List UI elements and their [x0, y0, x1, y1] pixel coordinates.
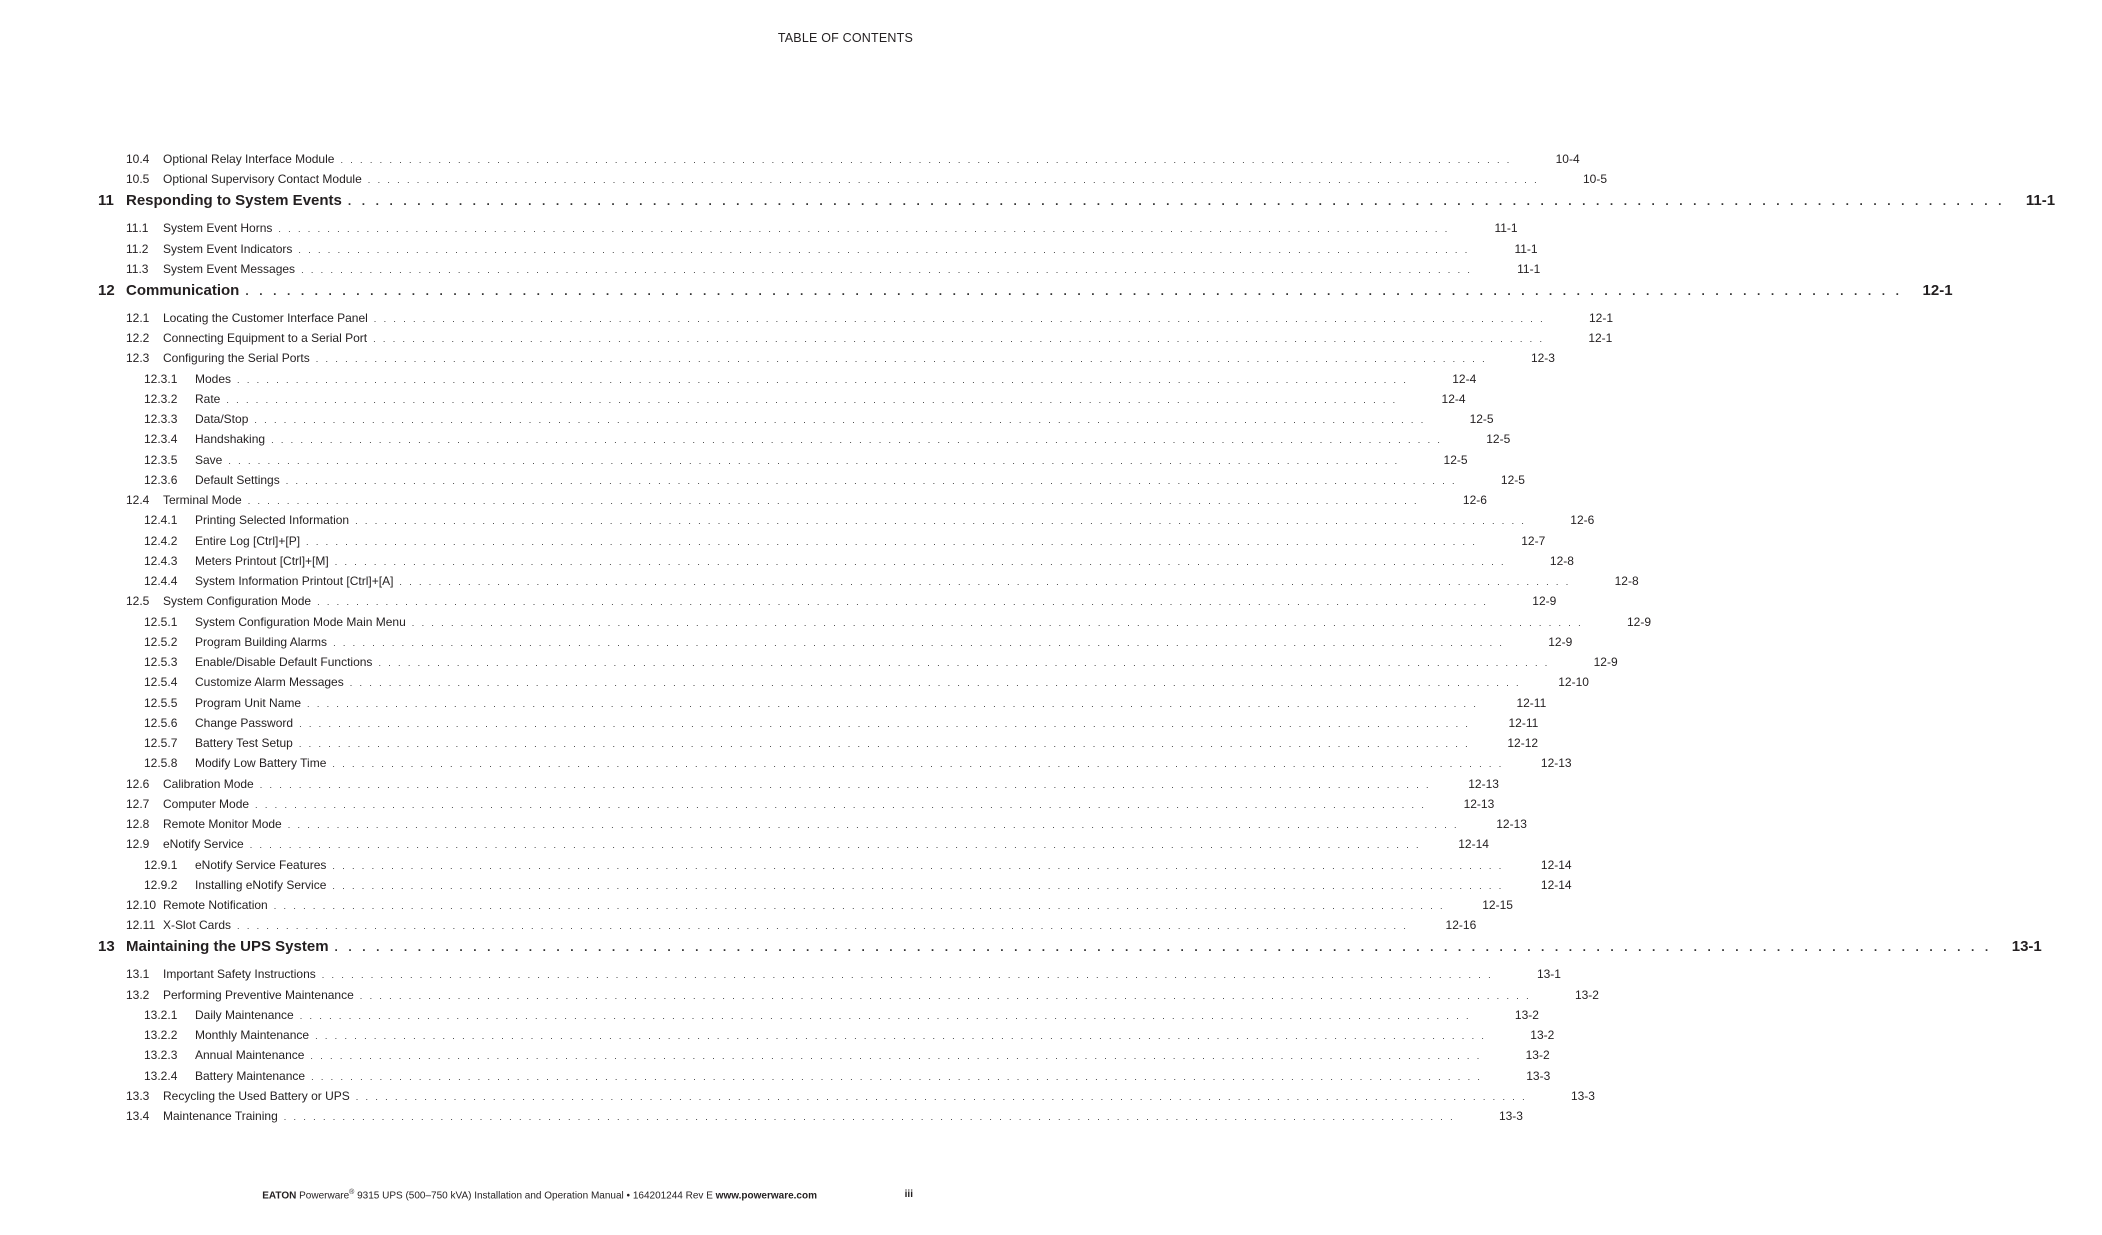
- toc-entry-number: 10.5: [126, 172, 150, 187]
- toc-dot-leader: . . . . . . . . . . . . . . . . . . . . . . . . . . . . . . . . . . . . . . . . . . . . . . . . . . . . . . . . . . . . . . . . . . . . . . . . . . . . . . . . . . . . . . . . . . . . . . . . . . . . . . . . . . . . . . . . . . . . . . . .: [254, 415, 1426, 425]
- toc-entry-page: 12-15: [1482, 898, 1513, 912]
- toc-entry-page: 10-4: [1555, 152, 1580, 166]
- toc-dot-leader: . . . . . . . . . . . . . . . . . . . . . . . . . . . . . . . . . . . . . . . . . . . . . . . . . . . . . . . . . . . . . . . . . . . . . . . . . . . . . . . . . . . . . . . . . . . . . . . . . . . . . . . . . . . . . . . . . . . . . . . .: [255, 799, 1427, 810]
- footer-text: [262, 1189, 817, 1201]
- toc-dot-leader: . . . . . . . . . . . . . . . . . . . . . . . . . . . . . . . . . . . . . . . . . . . . . . . . . . . . . . . . . . . . . . . . . . . . . . . . . . . . . . . . . . . . . . . . . . . . . . . . . . . . . . . . . . . . . . . . . . . . . . . .: [298, 244, 1470, 255]
- toc-entry-title: Locating the Customer Interface Panel: [163, 310, 368, 325]
- toc-entry[interactable]: [0, 453, 1515, 467]
- toc-entry[interactable]: [0, 635, 1619, 649]
- toc-entry-page: 13-3: [1498, 1109, 1523, 1123]
- toc-entry-title: System Configuration Mode: [163, 594, 312, 609]
- toc-entry-title: Configuring the Serial Ports: [163, 351, 310, 366]
- toc-entry-page: 12-1: [1588, 310, 1614, 325]
- toc-entry-number: 11: [98, 192, 114, 210]
- toc-entry[interactable]: [0, 1069, 1597, 1083]
- toc-entry-page: 12-1: [1588, 331, 1613, 345]
- toc-entry-title: Annual Maintenance: [195, 1048, 305, 1063]
- toc-entry-page: 12-8: [1614, 574, 1639, 588]
- toc-entry-number: 12.3: [126, 351, 150, 366]
- toc-entry-title: Save: [195, 452, 223, 467]
- toc-entry[interactable]: [0, 493, 1534, 507]
- toc-entry-number: 12.5.4: [144, 675, 178, 690]
- footer-product: Powerware: [299, 1190, 350, 1202]
- toc-entry[interactable]: [0, 221, 1565, 235]
- toc-entry[interactable]: [0, 716, 1585, 730]
- toc-dot-leader: . . . . . . . . . . . . . . . . . . . . . . . . . . . . . . . . . . . . . . . . . . . . . . . . . . . . . . . . . . . . . . . . . . . . . . . . . . . . . . . . . . . . . . . . . . . . . . . . . . . . . . . . . . . . . . . . . . . . . . . .: [332, 880, 1504, 891]
- toc-chapter-entry[interactable]: [0, 938, 2089, 955]
- toc-entry[interactable]: [0, 534, 1592, 548]
- toc-dot-leader: . . . . . . . . . . . . . . . . . . . . . . . . . . . . . . . . . . . . . . . . . . . . . . . . . . . . . . . . . . . . . . . . . . . . . . . . . . . . . . . . . . . . . . . . . . . . . . . . . . . . . . . . . . . . . . . . . . . . . . . .: [247, 496, 1419, 506]
- toc-entry-page: 12-1: [1922, 281, 1953, 299]
- toc-entry-title: Remote Monitor Mode: [163, 817, 282, 831]
- toc-entry-title: Communication: [126, 281, 240, 299]
- toc-entry-page: 12-9: [1548, 634, 1573, 649]
- toc-entry-number: 11.3: [126, 261, 149, 276]
- toc-entry-title: Enable/Disable Default Functions: [195, 655, 373, 669]
- toc-entry-title: System Event Indicators: [163, 241, 293, 256]
- toc-entry-page: 13-2: [1514, 1007, 1539, 1022]
- toc-entry-page: 13-2: [1525, 1048, 1550, 1063]
- toc-entry-title: Important Safety Instructions: [163, 967, 316, 982]
- toc-entry-title: Installing eNotify Service: [195, 877, 327, 892]
- toc-entry-title: Program Building Alarms: [195, 634, 328, 649]
- toc-entry-title: Meters Printout [Ctrl]+[M]: [195, 553, 329, 568]
- toc-entry[interactable]: [0, 242, 1585, 256]
- toc-dot-leader: . . . . . . . . . . . . . . . . . . . . . . . . . . . . . . . . . . . . . . . . . . . . . . . . . . . . . . . . . . . . . . . . . . . . . . . . . . . . . . . . . . . . . . . . . . . . . . . . . . . . . . . . . . . . . . . . . . . . . . . .: [359, 990, 1531, 1001]
- toc-entry-page: 12-5: [1443, 452, 1468, 467]
- toc-entry-number: 12.5.3: [144, 655, 178, 669]
- toc-entry-title: Handshaking: [195, 432, 266, 447]
- toc-entry-title: Monthly Maintenance: [195, 1028, 310, 1042]
- toc-entry[interactable]: [0, 1109, 1570, 1123]
- toc-entry-number: 12.9.1: [144, 857, 178, 872]
- toc-dot-leader: . . . . . . . . . . . . . . . . . . . . . . . . . . . . . . . . . . . . . . . . . . . . . . . . . . . . . . . . . . . . . . . . . . . . . . . . . . . . . . . . . . . . . . . . . . . . . . . . . . . . . . . . . . . . . . . . . . . . . . . .: [411, 617, 1583, 628]
- toc-entry-page: 11-1: [1517, 261, 1541, 276]
- toc-entry-page: 12-11: [1508, 715, 1539, 730]
- toc-entry-page: 12-5: [1500, 472, 1525, 487]
- toc-entry-title: Entire Log [Ctrl]+[P]: [195, 533, 301, 548]
- toc-dot-leader: . . . . . . . . . . . . . . . . . . . . . . . . . . . . . . . . . . . . . . . . . . . . . . . . . . . . . . . . . . . . . . . . . . . . . . . . . . . . . . . . . . . . . . . . . . . . . . . . . . . . . . . . . . . . . . . . . . . . . . . .: [317, 597, 1489, 608]
- toc-entry[interactable]: [0, 777, 1546, 791]
- toc-entry-title: Maintenance Training: [163, 1109, 278, 1123]
- toc-entry-number: 12.5: [126, 594, 150, 609]
- toc-entry-title: Modify Low Battery Time: [195, 756, 327, 771]
- toc-entry-page: 12-9: [1593, 655, 1618, 669]
- toc-entry[interactable]: [0, 594, 1603, 608]
- toc-entry-number: 12.5.5: [144, 695, 178, 710]
- toc-entry-title: X-Slot Cards: [163, 918, 232, 933]
- toc-chapter-entry[interactable]: [0, 192, 2102, 209]
- toc-entry[interactable]: [0, 675, 1636, 689]
- toc-entry-title: Printing Selected Information: [195, 513, 350, 528]
- toc-entry-page: 12-10: [1558, 675, 1589, 690]
- toc-entry-page: 13-1: [2011, 938, 2042, 956]
- toc-entry[interactable]: [0, 918, 1523, 932]
- toc-dot-leader: . . . . . . . . . . . . . . . . . . . . . . . . . . . . . . . . . . . . . . . . . . . . . . . . . . . . . . . . . . . . . . . . . . . . . . . . . . . . . . . . . . . . . . . . . . . . . . . . . . . . . . . . . . . . . . . . . . . . . . . .: [283, 1112, 1455, 1122]
- toc-entry-number: 11.2: [126, 241, 149, 256]
- toc-entry-page: 12-13: [1463, 796, 1495, 811]
- toc-dot-leader: . . . . . . . . . . . . . . . . . . . . . . . . . . . . . . . . . . . . . . . . . . . . . . . . . . . . . . . . . . . . . . . . . . . . . . . . . . . . . . . . . . . . . . . . . . . . . . . . . . . . . . . . . . . . . . . . . . . . . . . .: [228, 455, 1400, 466]
- toc-dot-leader: . . . . . . . . . . . . . . . . . . . . . . . . . . . . . . . . . . . . . . . . . . . . . . . . . . . . . . . . . . . . . . . . . . . . . . . . . . . . . . . . . . . . . . . . . . . . . . . . . . . . . . . . . . . . . . . . . . . . . . . .: [321, 970, 1493, 981]
- toc-entry-page: 12-14: [1458, 837, 1489, 852]
- toc-entry-title: System Configuration Mode Main Menu: [195, 614, 406, 629]
- toc-entry-number: 12.1: [126, 310, 150, 325]
- toc-dot-leader: . . . . . . . . . . . . . . . . . . . . . . . . . . . . . . . . . . . . . . . . . . . . . . . . . . . . . . . . . . . . . . . . . . . . . . . . . . . . . . . . . . . . . . . . . . . . . . . . . . . . . . . . . . . . . . . . . . . . . . . .: [285, 475, 1457, 486]
- toc-entry-title: Default Settings: [195, 472, 280, 487]
- toc-entry-page: 13-1: [1536, 967, 1561, 982]
- toc-entry-number: 12.10: [126, 898, 157, 912]
- toc-entry-title: Change Password: [195, 715, 294, 730]
- toc-entry[interactable]: [0, 513, 1641, 527]
- toc-entry[interactable]: [0, 898, 1560, 912]
- toc-dot-leader: . . . . . . . . . . . . . . . . . . . . . . . . . . . . . . . . . . . . . . . . . . . . . . . . . . . . . . . . . . . . . . . . . . . . . . . . . . . . . . . . . . . . . . . . . . . . . . . . . . . . . . . . . . . . . . . . . . . . . . . .: [287, 820, 1459, 830]
- toc-entry-number: 12.3.6: [144, 472, 178, 487]
- toc-dot-leader: . . . . . . . . . . . . . . . . . . . . . . . . . . . . . . . . . . . . . . . . . . . . . . . . . . . . . . . . . . . . . . . . . . . . . . . . . . . . . . . . . . . . . . . . . . . . . . . . . . . . . . . . . . . . . . . . . . . . . . . .: [306, 536, 1478, 547]
- toc-entry-page: 12-13: [1540, 756, 1572, 771]
- toc-entry-title: Responding to System Events: [126, 192, 342, 210]
- toc-entry-title: eNotify Service Features: [195, 857, 327, 872]
- toc-entry-title: Terminal Mode: [163, 493, 242, 507]
- toc-entry-page: 11-1: [1514, 241, 1538, 256]
- toc-entry-number: 12.4.2: [144, 533, 178, 548]
- toc-entry-title: Recycling the Used Battery or UPS: [163, 1088, 350, 1103]
- toc-entry[interactable]: [0, 1089, 1642, 1103]
- toc-entry-number: 13.4: [126, 1109, 150, 1123]
- toc-entry-page: 11-1: [1494, 221, 1518, 236]
- page-header-title: TABLE OF CONTENTS: [777, 31, 913, 45]
- toc-entry-page: 12-6: [1570, 513, 1595, 528]
- toc-entry-number: 12.4.3: [144, 553, 178, 568]
- toc-entry[interactable]: [0, 967, 1608, 981]
- toc-entry-page: 12-5: [1486, 432, 1511, 447]
- toc-entry[interactable]: [0, 1008, 1586, 1022]
- toc-dot-leader: . . . . . . . . . . . . . . . . . . . . . . . . . . . . . . . . . . . . . . . . . . . . . . . . . . . . . . . . . . . . . . . . . . . . . . . . . . . . . . . . . . . . . . . . . . . . . . . . . . . . . . . . . . . . . . . . . . . . . . . .: [355, 1091, 1527, 1102]
- toc-entry-page: 13-3: [1570, 1088, 1595, 1103]
- toc-entry-number: 12.3.1: [144, 371, 178, 386]
- toc-dot-leader: . . . . . . . . . . . . . . . . . . . . . . . . . . . . . . . . . . . . . . . . . . . . . . . . . . . . . . . . . . . . . . . . . . . . . . . . . . . . . . . . . . . . . . . . . . . . . . . . . . . . . . . . . . . . . . . . . . . . . . . .: [273, 901, 1445, 911]
- toc-dot-leader: . . . . . . . . . . . . . . . . . . . . . . . . . . . . . . . . . . . . . . . . . . . . . . . . . . . . . . . . . . . . . . . . . . . . . . . . . . . . . . . . . . . . . . . . . . . . . . . . . . . . . . . . . . . . . . . . . . . . . . . .: [378, 658, 1550, 668]
- toc-entry[interactable]: [0, 696, 1593, 710]
- toc-entry-title: Daily Maintenance: [195, 1007, 294, 1022]
- toc-entry-number: 13.2.1: [144, 1007, 178, 1022]
- toc-dot-leader: . . . . . . . . . . . . . . . . . . . . . . . . . . . . . . . . . . . . . . . . . . . . . . . . . . . . . . . . . . . . . . . . . . . . . . . . . . . . . . . . . . . . . . . . . . . . . . . . . . . . . . . . . . . . . . . . . . . . . . . .: [299, 718, 1471, 729]
- toc-entry-number: 12.4.4: [144, 574, 178, 588]
- toc-dot-leader: . . . . . . . . . . . . . . . . . . . . . . . . . . . . . . . . . . . . . . . . . . . . . . . . . . . . . . . . . . . . . . . . . . . . . . . . . . . . . . . . . . . . . . . . . . . . . . . . . . . . . . . . . . . . . . . . . . . . . . . .: [307, 698, 1479, 709]
- toc-entry-page: 13-2: [1574, 987, 1599, 1002]
- toc-entry[interactable]: [0, 736, 1585, 750]
- toc-entry[interactable]: [0, 351, 1602, 365]
- toc-entry[interactable]: [0, 262, 1587, 276]
- footer-brand: EATON: [262, 1190, 297, 1202]
- toc-entry-title: Program Unit Name: [195, 695, 302, 710]
- toc-entry[interactable]: [0, 412, 1541, 426]
- toc-entry[interactable]: [0, 1048, 1597, 1062]
- toc-entry-page: 12-14: [1540, 877, 1572, 892]
- toc-dot-leader: . . . . . . . . . . . . . . . . . . . . . . . . . . . . . . . . . . . . . . . . . . . . . . . . . . . . . . . . . . . . . . . . . . . . . . . . . . . . . . . . . . . . . . . . . . . . . . . . . . . . . . . . . . . . . . . . . . . . . . . .: [373, 313, 1546, 324]
- toc-dot-leader: . . . . . . . . . . . . . . . . . . . . . . . . . . . . . . . . . . . . . . . . . . . . . . . . . . . . . . . . . . . . . . . . . . . . . . . . . . . . . . . . . . . . . . . . . . . . . . . . . . . . . . . . . . . . . . . . . . . . . . . .: [347, 194, 2006, 209]
- toc-dot-leader: . . . . . . . . . . . . . . . . . . . . . . . . . . . . . . . . . . . . . . . . . . . . . . . . . . . . . . . . . . . . . . . . . . . . . . . . . . . . . . . . . . . . . . . . . . . . . . . . . . . . . . . . . . . . . . . . . . . . . . . .: [310, 1051, 1482, 1062]
- toc-entry-number: 12.9.2: [144, 877, 178, 892]
- toc-entry-page: 12-16: [1445, 918, 1477, 933]
- toc-entry-title: Optional Relay Interface Module: [163, 152, 335, 166]
- toc-entry-page: 12-4: [1452, 371, 1477, 386]
- toc-entry-title: Remote Notification: [163, 898, 268, 912]
- toc-entry-page: 13-3: [1526, 1068, 1551, 1083]
- toc-entry[interactable]: [0, 554, 1621, 568]
- toc-entry-page: 10-5: [1582, 172, 1607, 187]
- toc-entry-number: 12.2: [126, 331, 150, 345]
- toc-entry-page: 12-11: [1516, 695, 1547, 710]
- toc-entry-number: 13.2.2: [144, 1028, 178, 1042]
- toc-entry-number: 12.4: [126, 493, 150, 507]
- toc-entry-number: 12.3.2: [144, 391, 178, 406]
- toc-entry[interactable]: [0, 1028, 1601, 1042]
- toc-entry-number: 12.5.2: [144, 634, 178, 649]
- toc-entry-page: 13-2: [1530, 1028, 1555, 1042]
- toc-dot-leader: . . . . . . . . . . . . . . . . . . . . . . . . . . . . . . . . . . . . . . . . . . . . . . . . . . . . . . . . . . . . . . . . . . . . . . . . . . . . . . . . . . . . . . . . . . . . . . . . . . . . . . . . . . . . . . . . . . . . . . . .: [237, 921, 1409, 932]
- toc-entry-number: 13.2.4: [144, 1068, 178, 1083]
- toc-entry-number: 12.5.1: [144, 614, 178, 629]
- toc-dot-leader: . . . . . . . . . . . . . . . . . . . . . . . . . . . . . . . . . . . . . . . . . . . . . . . . . . . . . . . . . . . . . . . . . . . . . . . . . . . . . . . . . . . . . . . . . . . . . . . . . . . . . . . . . . . . . . . . . . . . . . . .: [259, 779, 1431, 790]
- toc-entry-number: 12.3.4: [144, 432, 178, 447]
- toc-entry-title: System Event Messages: [163, 261, 296, 276]
- toc-entry[interactable]: [0, 311, 1660, 325]
- toc-entry[interactable]: [0, 172, 1654, 186]
- toc-entry-title: Rate: [195, 391, 221, 406]
- toc-dot-leader: . . . . . . . . . . . . . . . . . . . . . . . . . . . . . . . . . . . . . . . . . . . . . . . . . . . . . . . . . . . . . . . . . . . . . . . . . . . . . . . . . . . . . . . . . . . . . . . . . . . . . . . . . . . . . . . . . . . . . . . .: [333, 637, 1505, 648]
- toc-dot-leader: . . . . . . . . . . . . . . . . . . . . . . . . . . . . . . . . . . . . . . . . . . . . . . . . . . . . . . . . . . . . . . . . . . . . . . . . . . . . . . . . . . . . . . . . . . . . . . . . . . . . . . . . . . . . . . . . . . . . . . . .: [301, 264, 1473, 275]
- toc-dot-leader: . . . . . . . . . . . . . . . . . . . . . . . . . . . . . . . . . . . . . . . . . . . . . . . . . . . . . . . . . . . . . . . . . . . . . . . . . . . . . . . . . . . . . . . . . . . . . . . . . . . . . . . . . . . . . . . . . . . . . . . .: [349, 678, 1521, 689]
- toc-entry-number: 12: [98, 281, 115, 299]
- toc-entry-number: 13.2: [126, 987, 150, 1002]
- toc-dot-leader: . . . . . . . . . . . . . . . . . . . . . . . . . . . . . . . . . . . . . . . . . . . . . . . . . . . . . . . . . . . . . . . . . . . . . . . . . . . . . . . . . . . . . . . . . . . . . . . . . . . . . . . . . . . . . . . . . . . . . . . .: [334, 940, 1992, 955]
- toc-entry-title: Data/Stop: [195, 412, 249, 426]
- toc-entry-number: 10.4: [126, 152, 150, 166]
- toc-entry-page: 12-5: [1469, 412, 1494, 426]
- toc-entry-page: 12-3: [1530, 351, 1555, 366]
- toc-entry-number: 13: [98, 938, 115, 956]
- toc-entry-number: 12.11: [126, 918, 156, 933]
- toc-entry-number: 13.3: [126, 1088, 150, 1103]
- toc-entry-number: 12.4.1: [144, 513, 178, 528]
- toc-entry-number: 12.5.6: [144, 715, 178, 730]
- toc-dot-leader: . . . . . . . . . . . . . . . . . . . . . . . . . . . . . . . . . . . . . . . . . . . . . . . . . . . . . . . . . . . . . . . . . . . . . . . . . . . . . . . . . . . . . . . . . . . . . . . . . . . . . . . . . . . . . . . . . . . . . . . .: [315, 1031, 1487, 1041]
- toc-entry-number: 12.5.7: [144, 736, 178, 750]
- toc-entry-title: Modes: [195, 371, 232, 386]
- toc-entry-title: Performing Preventive Maintenance: [163, 987, 354, 1002]
- toc-entry-page: 12-9: [1532, 594, 1557, 609]
- toc-entry-number: 11.1: [126, 221, 149, 236]
- toc-entry-page: 12-6: [1462, 493, 1487, 507]
- toc-entry[interactable]: [0, 988, 1646, 1002]
- toc-entry-number: 12.8: [126, 817, 150, 831]
- toc-entry-page: 12-9: [1626, 614, 1651, 629]
- toc-entry[interactable]: [0, 152, 1627, 166]
- toc-entry[interactable]: [0, 837, 1536, 851]
- toc-dot-leader: . . . . . . . . . . . . . . . . . . . . . . . . . . . . . . . . . . . . . . . . . . . . . . . . . . . . . . . . . . . . . . . . . . . . . . . . . . . . . . . . . . . . . . . . . . . . . . . . . . . . . . . . . . . . . . . . . . . . . . . .: [278, 224, 1450, 235]
- toc-dot-leader: . . . . . . . . . . . . . . . . . . . . . . . . . . . . . . . . . . . . . . . . . . . . . . . . . . . . . . . . . . . . . . . . . . . . . . . . . . . . . . . . . . . . . . . . . . . . . . . . . . . . . . . . . . . . . . . . . . . . . . . .: [340, 155, 1512, 165]
- toc-entry-title: System Event Horns: [163, 221, 273, 236]
- toc-entry[interactable]: [0, 331, 1659, 345]
- toc-entry-page: 11-1: [2025, 192, 2056, 210]
- toc-entry-page: 12-14: [1540, 857, 1572, 872]
- toc-entry-number: 13.1: [126, 967, 150, 982]
- toc-entry-number: 12.6: [126, 776, 150, 791]
- toc-entry-title: eNotify Service: [163, 837, 244, 852]
- toc-dot-leader: . . . . . . . . . . . . . . . . . . . . . . . . . . . . . . . . . . . . . . . . . . . . . . . . . . . . . . . . . . . . . . . . . . . . . . . . . . . . . . . . . . . . . . . . . . . . . . . . . . . . . . . . . . . . . . . . . . . . . . . .: [298, 739, 1471, 749]
- toc-entry[interactable]: [0, 858, 1619, 872]
- toc-dot-leader: . . . . . . . . . . . . . . . . . . . . . . . . . . . . . . . . . . . . . . . . . . . . . . . . . . . . . . . . . . . . . . . . . . . . . . . . . . . . . . . . . . . . . . . . . . . . . . . . . . . . . . . . . . . . . . . . . . . . . . . .: [315, 354, 1487, 365]
- toc-dot-leader: . . . . . . . . . . . . . . . . . . . . . . . . . . . . . . . . . . . . . . . . . . . . . . . . . . . . . . . . . . . . . . . . . . . . . . . . . . . . . . . . . . . . . . . . . . . . . . . . . . . . . . . . . . . . . . . . . . . . . . . .: [311, 1071, 1483, 1082]
- toc-entry-page: 12-7: [1521, 533, 1546, 548]
- footer-url: www.powerware.com: [715, 1190, 817, 1202]
- toc-entry-number: 12.5.8: [144, 756, 178, 771]
- toc-entry-number: 12.3.3: [144, 412, 178, 426]
- toc-dot-leader: . . . . . . . . . . . . . . . . . . . . . . . . . . . . . . . . . . . . . . . . . . . . . . . . . . . . . . . . . . . . . . . . . . . . . . . . . . . . . . . . . . . . . . . . . . . . . . . . . . . . . . . . . . . . . . . . . . . . . . . .: [367, 175, 1539, 186]
- toc-dot-leader: . . . . . . . . . . . . . . . . . . . . . . . . . . . . . . . . . . . . . . . . . . . . . . . . . . . . . . . . . . . . . . . . . . . . . . . . . . . . . . . . . . . . . . . . . . . . . . . . . . . . . . . . . . . . . . . . . . . . . . . .: [299, 1010, 1471, 1021]
- toc-dot-leader: . . . . . . . . . . . . . . . . . . . . . . . . . . . . . . . . . . . . . . . . . . . . . . . . . . . . . . . . . . . . . . . . . . . . . . . . . . . . . . . . . . . . . . . . . . . . . . . . . . . . . . . . . . . . . . . . . . . . . . . .: [334, 556, 1506, 567]
- toc-entry-title: Calibration Mode: [163, 776, 254, 791]
- toc-dot-leader: . . . . . . . . . . . . . . . . . . . . . . . . . . . . . . . . . . . . . . . . . . . . . . . . . . . . . . . . . . . . . . . . . . . . . . . . . . . . . . . . . . . . . . . . . . . . . . . . . . . . . . . . . . . . . . . . . . . . . . . .: [237, 374, 1409, 385]
- toc-entry[interactable]: [0, 817, 1574, 831]
- toc-entry-title: Battery Test Setup: [195, 736, 293, 750]
- toc-entry-title: System Information Printout [Ctrl]+[A]: [195, 574, 394, 588]
- toc-entry-page: 12-8: [1549, 553, 1574, 568]
- toc-dot-leader: . . . . . . . . . . . . . . . . . . . . . . . . . . . . . . . . . . . . . . . . . . . . . . . . . . . . . . . . . . . . . . . . . . . . . . . . . . . . . . . . . . . . . . . . . . . . . . . . . . . . . . . . . . . . . . . . . . . . . . . .: [249, 840, 1421, 851]
- toc-entry-number: 12.7: [126, 796, 150, 811]
- toc-entry[interactable]: [0, 432, 1557, 446]
- toc-entry-title: Battery Maintenance: [195, 1068, 306, 1083]
- toc-entry[interactable]: [0, 878, 1619, 892]
- toc-entry-title: Connecting Equipment to a Serial Port: [163, 331, 368, 345]
- toc-chapter-entry[interactable]: [0, 282, 2000, 299]
- toc-entry[interactable]: [0, 392, 1513, 406]
- toc-entry-page: 12-13: [1496, 817, 1527, 831]
- toc-dot-leader: . . . . . . . . . . . . . . . . . . . . . . . . . . . . . . . . . . . . . . . . . . . . . . . . . . . . . . . . . . . . . . . . . . . . . . . . . . . . . . . . . . . . . . . . . . . . . . . . . . . . . . . . . . . . . . . . . . . . . . . .: [226, 394, 1398, 405]
- toc-entry[interactable]: [0, 615, 1698, 629]
- toc-entry[interactable]: [0, 574, 1686, 588]
- toc-entry[interactable]: [0, 473, 1572, 487]
- toc-dot-leader: . . . . . . . . . . . . . . . . . . . . . . . . . . . . . . . . . . . . . . . . . . . . . . . . . . . . . . . . . . . . . . . . . . . . . . . . . . . . . . . . . . . . . . . . . . . . . . . . . . . . . . . . . . . . . . . . . . . . . . . .: [332, 860, 1504, 871]
- toc-entry[interactable]: [0, 655, 1665, 669]
- toc-entry-number: 12.3.5: [144, 452, 178, 467]
- toc-dot-leader: . . . . . . . . . . . . . . . . . . . . . . . . . . . . . . . . . . . . . . . . . . . . . . . . . . . . . . . . . . . . . . . . . . . . . . . . . . . . . . . . . . . . . . . . . . . . . . . . . . . . . . . . . . . . . . . . . . . . . . . .: [399, 577, 1571, 587]
- toc-entry-number: 12.9: [126, 837, 150, 852]
- toc-entry-page: 12-12: [1507, 736, 1539, 750]
- toc-entry-title: Optional Supervisory Contact Module: [163, 172, 362, 187]
- toc-dot-leader: . . . . . . . . . . . . . . . . . . . . . . . . . . . . . . . . . . . . . . . . . . . . . . . . . . . . . . . . . . . . . . . . . . . . . . . . . . . . . . . . . . . . . . . . . . . . . . . . . . . . . . . . . . . . . . . . . . . . . . . .: [373, 334, 1545, 344]
- toc-entry-title: Customize Alarm Messages: [195, 675, 344, 690]
- toc-entry-number: 13.2.3: [144, 1048, 178, 1063]
- toc-dot-leader: . . . . . . . . . . . . . . . . . . . . . . . . . . . . . . . . . . . . . . . . . . . . . . . . . . . . . . . . . . . . . . . . . . . . . . . . . . . . . . . . . . . . . . . . . . . . . . . . . . . . . . . . . . . . . . . . . . . . . . . .: [245, 283, 1903, 298]
- footer-description: 9315 UPS (500–750 kVA) Installation and Operation Manual • 164201244 Rev E: [357, 1190, 713, 1202]
- toc-entry-title: Computer Mode: [163, 796, 250, 811]
- toc-entry-page: 12-13: [1468, 776, 1499, 791]
- footer-page-number: iii: [904, 1189, 913, 1200]
- toc-entry[interactable]: [0, 756, 1619, 770]
- toc-entry[interactable]: [0, 372, 1523, 386]
- toc-entry[interactable]: [0, 797, 1541, 811]
- toc-dot-leader: . . . . . . . . . . . . . . . . . . . . . . . . . . . . . . . . . . . . . . . . . . . . . . . . . . . . . . . . . . . . . . . . . . . . . . . . . . . . . . . . . . . . . . . . . . . . . . . . . . . . . . . . . . . . . . . . . . . . . . . .: [355, 516, 1527, 527]
- toc-entry-title: Maintaining the UPS System: [126, 938, 329, 956]
- toc-dot-leader: . . . . . . . . . . . . . . . . . . . . . . . . . . . . . . . . . . . . . . . . . . . . . . . . . . . . . . . . . . . . . . . . . . . . . . . . . . . . . . . . . . . . . . . . . . . . . . . . . . . . . . . . . . . . . . . . . . . . . . . .: [271, 435, 1443, 446]
- toc-dot-leader: . . . . . . . . . . . . . . . . . . . . . . . . . . . . . . . . . . . . . . . . . . . . . . . . . . . . . . . . . . . . . . . . . . . . . . . . . . . . . . . . . . . . . . . . . . . . . . . . . . . . . . . . . . . . . . . . . . . . . . . .: [332, 759, 1504, 770]
- footer-registered-mark: ®: [349, 1189, 355, 1196]
- toc-entry-page: 12-4: [1441, 391, 1466, 406]
